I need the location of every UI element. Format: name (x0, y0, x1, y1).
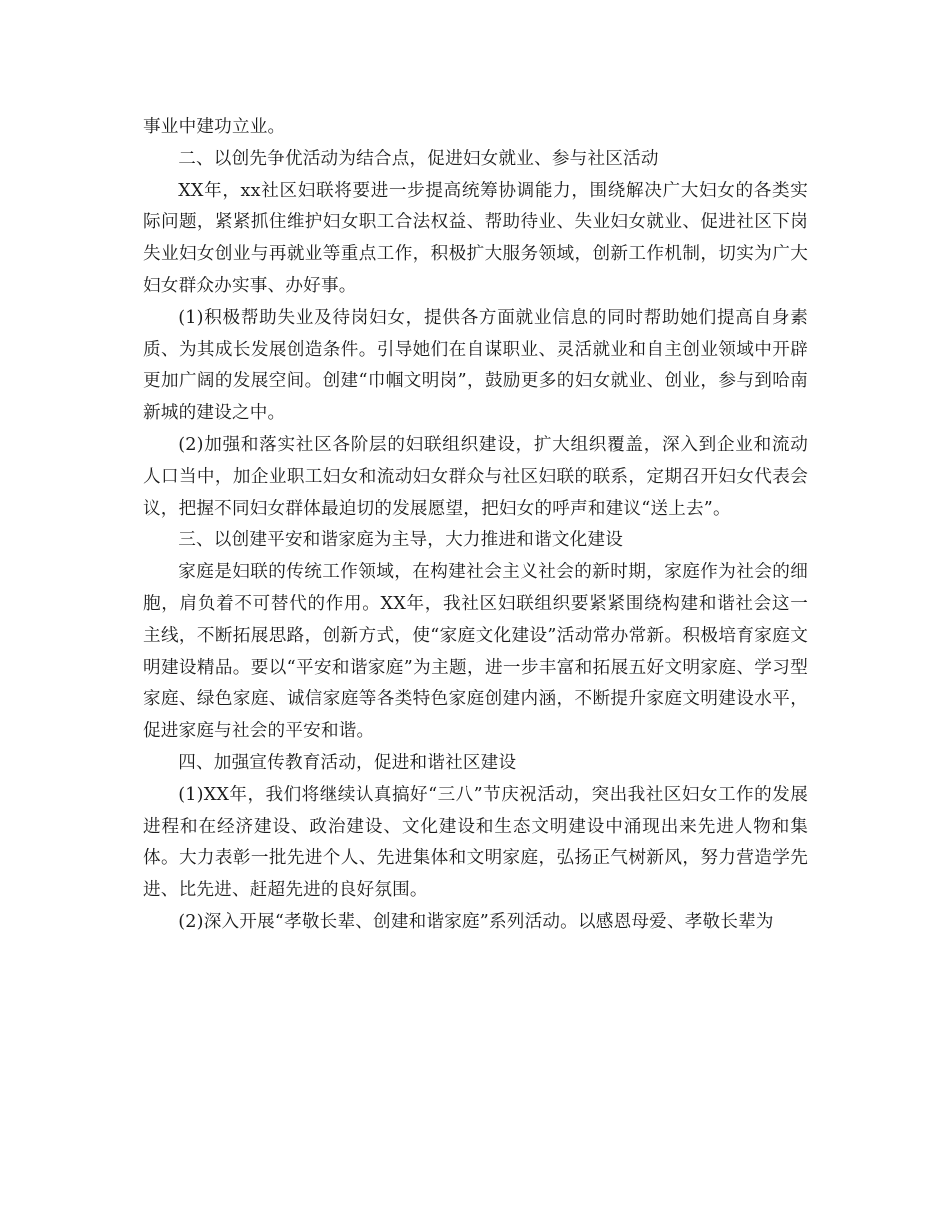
paragraph-family-culture: 家庭是妇联的传统工作领域，在构建社会主义社会的新时期，家庭作为社会的细胞，肩负着不可替代的作用。XX年，我社区妇联组织要紧紧围绕构建和谐社会这一主线，不断拓展思路，创新方式，使“家庭文化建设”活动常办常新。积极培育家庭文明建设精品。要以“平安和谐家庭”为主题，进一步丰富和拓展五好文明家庭、学习型家庭、绿色家庭、诚信家庭等各类特色家庭创建内涵，不断提升家庭文明建设水平，促进家庭与社会的平安和谐。 (143, 562, 808, 742)
document-body (143, 112, 808, 939)
paragraph-item-1-celebration: (1)XX年，我们将继续认真搞好“三八”节庆祝活动，突出我社区妇女工作的发展进程和在经济建设、政治建设、文化建设和生态文明建设中涌现出来先进人物和集体。大力表彰一批先进个人、先进集体和文明家庭，弘扬正气树新风，努力营造学先进、比先进、赶超先进的良好氛围。 (143, 784, 808, 901)
section-heading-2: 二、以创先争优活动为结合点，促进妇女就业、参与社区活动 (178, 148, 659, 169)
paragraph-employment: XX年，xx社区妇联将要进一步提高统筹协调能力，围绕解决广大妇女的各类实际问题，紧紧抓住维护妇女职工合法权益、帮助待业、失业妇女就业、促进社区下岗失业妇女创业与再就业等重点工作，积极扩大服务领域，创新工作机制，切实为广大妇女群众办实事、办好事。 (143, 180, 808, 296)
section-heading-3: 三、以创建平安和谐家庭为主导，大力推进和谐文化建设 (178, 530, 624, 551)
paragraph-item-1-unemployed-support: (1)积极帮助失业及待岗妇女，提供各方面就业信息的同时帮助她们提高自身素质、为其成长发展创造条件。引导她们在自谋职业、灵活就业和自主创业领域中开辟更加广阔的发展空间。创建“巾帼文明岗”，鼓励更多的妇女就业、创业，参与到哈南新城的建设之中。 (143, 307, 808, 424)
section-heading-4: 四、加强宣传教育活动，促进和谐社区建设 (178, 752, 517, 773)
paragraph-item-2-organization: (2)加强和落实社区各阶层的妇联组织建设，扩大组织覆盖，深入到企业和流动人口当中，加企业职工妇女和流动妇女群众与社区妇联的联系，定期召开妇女代表会议，把握不同妇女群体最迫切的发展愿望，把妇女的呼声和建议“送上去”。 (143, 434, 808, 519)
paragraph-item-2-filial-piety: (2)深入开展“孝敬长辈、创建和谐家庭”系列活动。以感恩母爱、孝敬长辈为 (178, 911, 774, 932)
paragraph-continuation: 事业中建功立业。 (143, 117, 286, 137)
